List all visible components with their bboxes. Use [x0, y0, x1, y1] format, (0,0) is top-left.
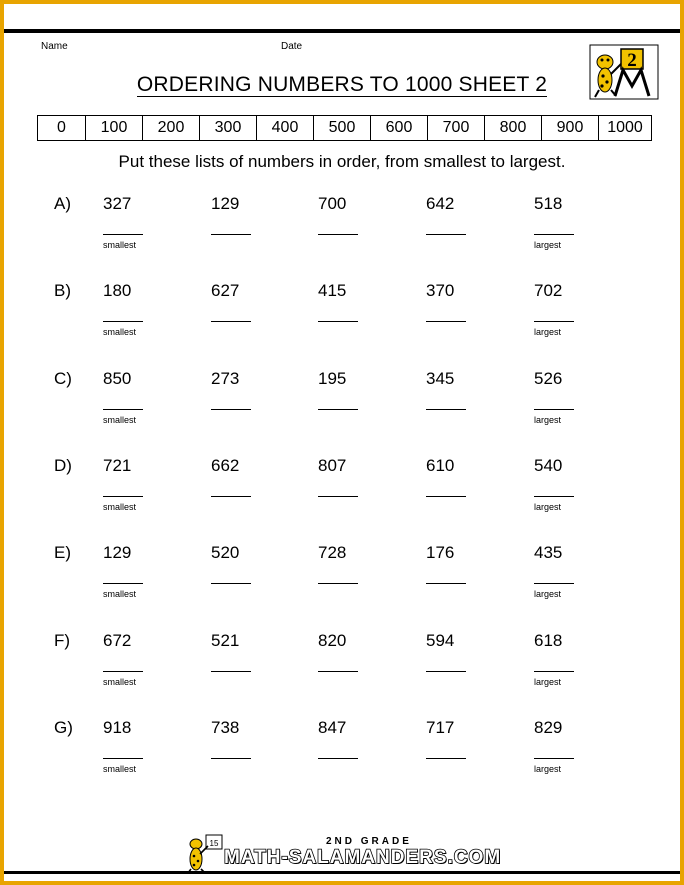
answer-blank[interactable] — [211, 496, 251, 497]
question-number: 618 — [534, 631, 563, 650]
question-number: 610 — [426, 456, 455, 475]
question-row — [4, 631, 680, 716]
answer-blank[interactable] — [426, 321, 466, 322]
answer-blank[interactable] — [534, 671, 574, 672]
answer-blank[interactable] — [318, 758, 358, 759]
number-line-cell: 300 — [199, 116, 256, 140]
smallest-label: smallest — [103, 677, 137, 687]
question-number: 415 — [318, 281, 347, 300]
largest-label: largest — [534, 677, 562, 687]
smallest-label: smallest — [103, 502, 137, 512]
question-number: 540 — [534, 456, 563, 475]
question-number: 345 — [426, 369, 455, 388]
answer-blank[interactable] — [103, 758, 143, 759]
number-line-cell: 100 — [85, 116, 142, 140]
question-number: 850 — [103, 369, 132, 388]
answer-blank[interactable] — [534, 496, 574, 497]
smallest-label: smallest — [103, 589, 137, 599]
question-number: 627 — [211, 281, 240, 300]
number-line-cell: 500 — [313, 116, 370, 140]
question-letter: D) — [54, 456, 72, 475]
largest-label: largest — [534, 240, 562, 250]
largest-label: largest — [534, 764, 562, 774]
answer-blank[interactable] — [534, 409, 574, 410]
answer-blank[interactable] — [318, 409, 358, 410]
question-number: 642 — [426, 194, 455, 213]
question-number: 662 — [211, 456, 240, 475]
question-number: 129 — [103, 543, 132, 562]
question-number: 594 — [426, 631, 455, 650]
question-letter: A) — [54, 194, 71, 213]
number-line-cell: 0 — [57, 119, 66, 136]
answer-blank[interactable] — [534, 758, 574, 759]
question-number: 273 — [211, 369, 240, 388]
question-row — [4, 281, 680, 366]
question-number: 738 — [211, 718, 240, 737]
answer-blank[interactable] — [211, 234, 251, 235]
logo-grade-number: 2 — [627, 50, 637, 71]
instructions: Put these lists of numbers in order, from smallest to largest. — [118, 152, 566, 171]
largest-label: largest — [534, 589, 562, 599]
number-line-cell: 800 — [484, 116, 541, 140]
question-number: 129 — [211, 194, 240, 213]
question-number: 435 — [534, 543, 563, 562]
question-number: 918 — [103, 718, 132, 737]
question-number: 721 — [103, 456, 132, 475]
question-row — [4, 718, 680, 803]
answer-blank[interactable] — [103, 321, 143, 322]
question-number: 700 — [318, 194, 347, 213]
smallest-label: smallest — [103, 240, 137, 250]
answer-blank[interactable] — [318, 583, 358, 584]
salamander-footer-icon — [184, 832, 226, 874]
question-letter: C) — [54, 369, 72, 388]
question-letter: B) — [54, 281, 71, 300]
answer-blank[interactable] — [211, 321, 251, 322]
answer-blank[interactable] — [103, 409, 143, 410]
answer-blank[interactable] — [534, 321, 574, 322]
answer-blank[interactable] — [426, 496, 466, 497]
answer-blank[interactable] — [426, 409, 466, 410]
answer-blank[interactable] — [211, 409, 251, 410]
largest-label: largest — [534, 415, 562, 425]
salamander-grade-2-logo-icon — [589, 44, 659, 100]
largest-label: largest — [534, 327, 562, 337]
answer-blank[interactable] — [426, 234, 466, 235]
number-line-cell: 200 — [142, 116, 199, 140]
question-row — [4, 369, 680, 454]
answer-blank[interactable] — [318, 234, 358, 235]
answer-blank[interactable] — [426, 671, 466, 672]
question-number: 195 — [318, 369, 347, 388]
name-label: Name — [41, 41, 68, 52]
answer-blank[interactable] — [103, 671, 143, 672]
question-number: 717 — [426, 718, 455, 737]
page-title — [4, 73, 680, 97]
answer-blank[interactable] — [211, 671, 251, 672]
smallest-label: smallest — [103, 327, 137, 337]
question-number: 820 — [318, 631, 347, 650]
bottom-rule — [4, 871, 680, 874]
answer-blank[interactable] — [426, 758, 466, 759]
question-row — [4, 194, 680, 279]
number-line-cell: 700 — [427, 116, 484, 140]
question-number: 180 — [103, 281, 132, 300]
answer-blank[interactable] — [534, 234, 574, 235]
answer-blank[interactable] — [318, 496, 358, 497]
worksheet-page — [4, 4, 680, 881]
question-letter: E) — [54, 543, 71, 562]
question-number: 728 — [318, 543, 347, 562]
footer-site-name: MATH-SALAMANDERS.COM — [224, 847, 502, 868]
answer-blank[interactable] — [211, 583, 251, 584]
question-row — [4, 456, 680, 541]
question-number: 526 — [534, 369, 563, 388]
footer-grade: 2ND GRADE — [326, 836, 412, 847]
question-number: 807 — [318, 456, 347, 475]
question-number: 518 — [534, 194, 563, 213]
top-rule — [4, 29, 680, 33]
page-title-text: ORDERING NUMBERS TO 1000 SHEET 2 — [136, 73, 548, 96]
number-line-cell: 600 — [370, 116, 427, 140]
question-letter: F) — [54, 631, 71, 650]
date-label: Date — [281, 41, 303, 52]
answer-blank[interactable] — [103, 496, 143, 497]
number-line-cell: 400 — [256, 116, 313, 140]
answer-blank[interactable] — [318, 321, 358, 322]
answer-blank[interactable] — [103, 234, 143, 235]
question-row — [4, 543, 680, 628]
question-number: 370 — [426, 281, 455, 300]
answer-blank[interactable] — [426, 583, 466, 584]
smallest-label: smallest — [103, 764, 137, 774]
question-number: 702 — [534, 281, 563, 300]
number-line-cell: 900 — [541, 116, 598, 140]
question-number: 176 — [426, 543, 455, 562]
smallest-label: smallest — [103, 415, 137, 425]
question-number: 520 — [211, 543, 240, 562]
footer-logo — [184, 832, 504, 874]
footer-icon-number: 15 — [209, 839, 219, 848]
answer-blank[interactable] — [103, 583, 143, 584]
question-letter: G) — [54, 718, 73, 737]
number-line-cell: 1000 — [598, 116, 651, 140]
answer-blank[interactable] — [534, 583, 574, 584]
question-number: 521 — [211, 631, 240, 650]
question-number: 327 — [103, 194, 132, 213]
largest-label: largest — [534, 502, 562, 512]
answer-blank[interactable] — [211, 758, 251, 759]
question-number: 847 — [318, 718, 347, 737]
answer-blank[interactable] — [318, 671, 358, 672]
question-number: 829 — [534, 718, 563, 737]
question-number: 672 — [103, 631, 132, 650]
number-line — [37, 115, 652, 141]
